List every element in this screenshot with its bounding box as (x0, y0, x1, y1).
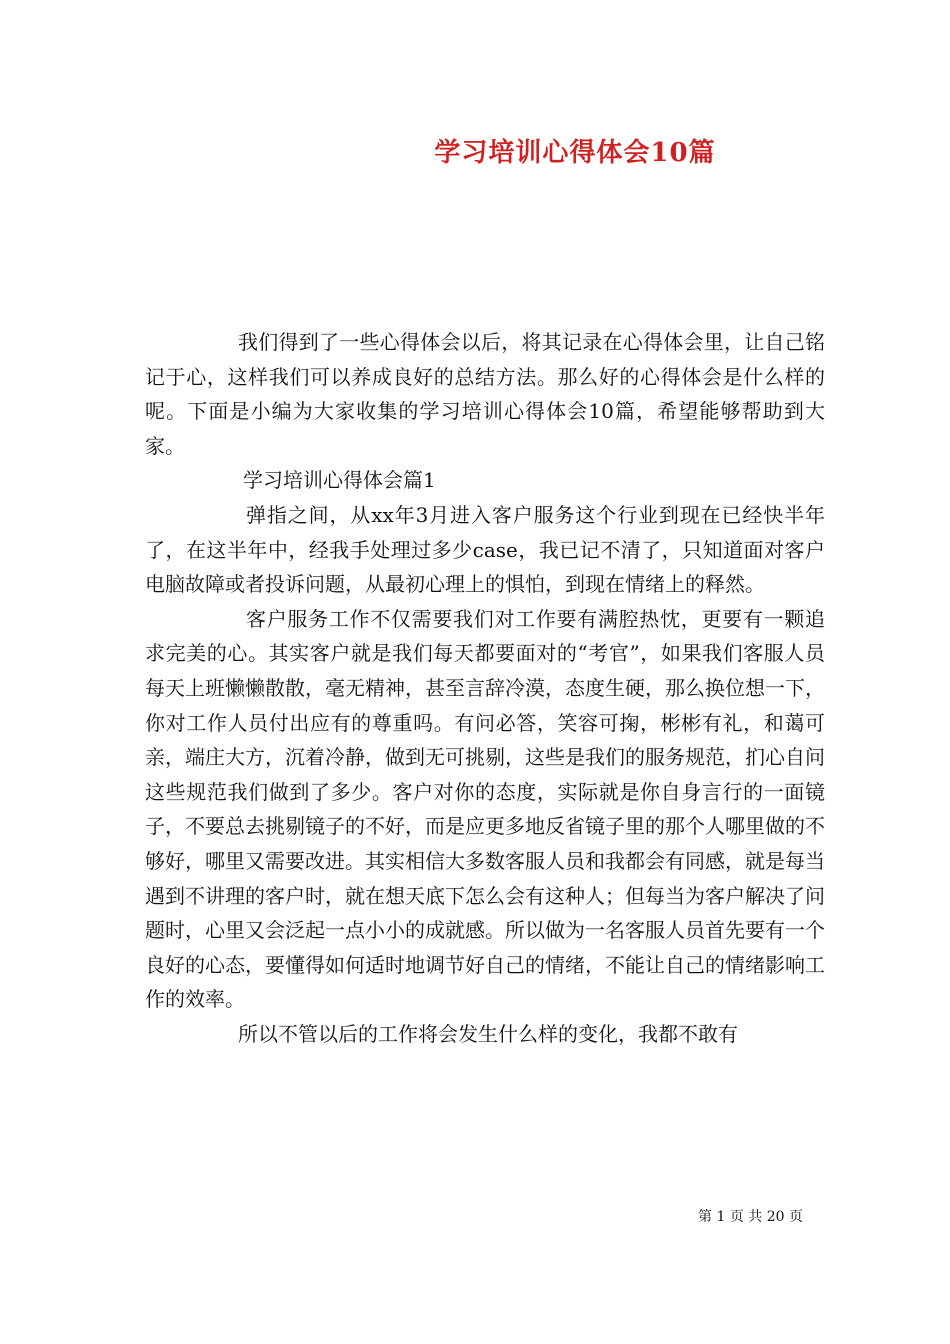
document-title (0, 132, 950, 169)
intro-paragraph: 我们得到了一些心得体会以后，将其记录在心得体会里，让自己铭记于心，这样我们可以养成良好的总结方法。那么好的心得体会是什么样的呢。下面是小编为大家收集的学习培训心得体会10篇，希望能够帮助到大家。 (145, 330, 825, 458)
section-heading: 学习培训心得体会篇1 (243, 468, 436, 493)
body-paragraph-1: 弹指之间，从xx年3月进入客户服务这个行业到现在已经快半年了，在这半年中，经我手处理过多少case，我已记不清了，只知道面对客户电脑故障或者投诉问题，从最初心理上的惧怕，到现在情绪上的释然。 (145, 502, 825, 597)
document-body (145, 325, 825, 1051)
page-number-footer: 第 1 页 共 20 页 (698, 1209, 803, 1225)
document-title-text: 学习培训心得体会10篇 (434, 138, 716, 168)
body-paragraph-2: 客户服务工作不仅需要我们对工作要有满腔热忱，更要有一颗追求完美的心。其实客户就是我们每天都要面对的“考官”，如果我们客服人员每天上班懒懒散散，毫无精神，甚至言辞冷漠，态度生硬，那么换位想一下，你对工作人员付出应有的尊重吗。有问必答，笑容可掬，彬彬有礼，和蔼可亲，端庄大方，沉着冷静，做到无可挑剔，这些是我们的服务规范，扪心自问这些规范我们做到了多少。客户对你的态度，实际就是你自身言行的一面镜子，不要总去挑剔镜子的不好，而是应更多地反省镜子里的那个人哪里做的不够好，哪里又需要改进。其实相信大多数客服人员和我都会有同感，就是每当遇到不讲理的客户时，就在想天底下怎么会有这种人；但每当为客户解决了问题时，心里又会泛起一点小小的成就感。所以做为一名客服人员首先要有一个良好的心态，要懂得如何适时地调节好自己的情绪，不能让自己的情绪影响工作的效率。 (145, 606, 825, 1012)
body-paragraph-3: 所以不管以后的工作将会发生什么样的变化，我都不敢有 (238, 1021, 738, 1046)
